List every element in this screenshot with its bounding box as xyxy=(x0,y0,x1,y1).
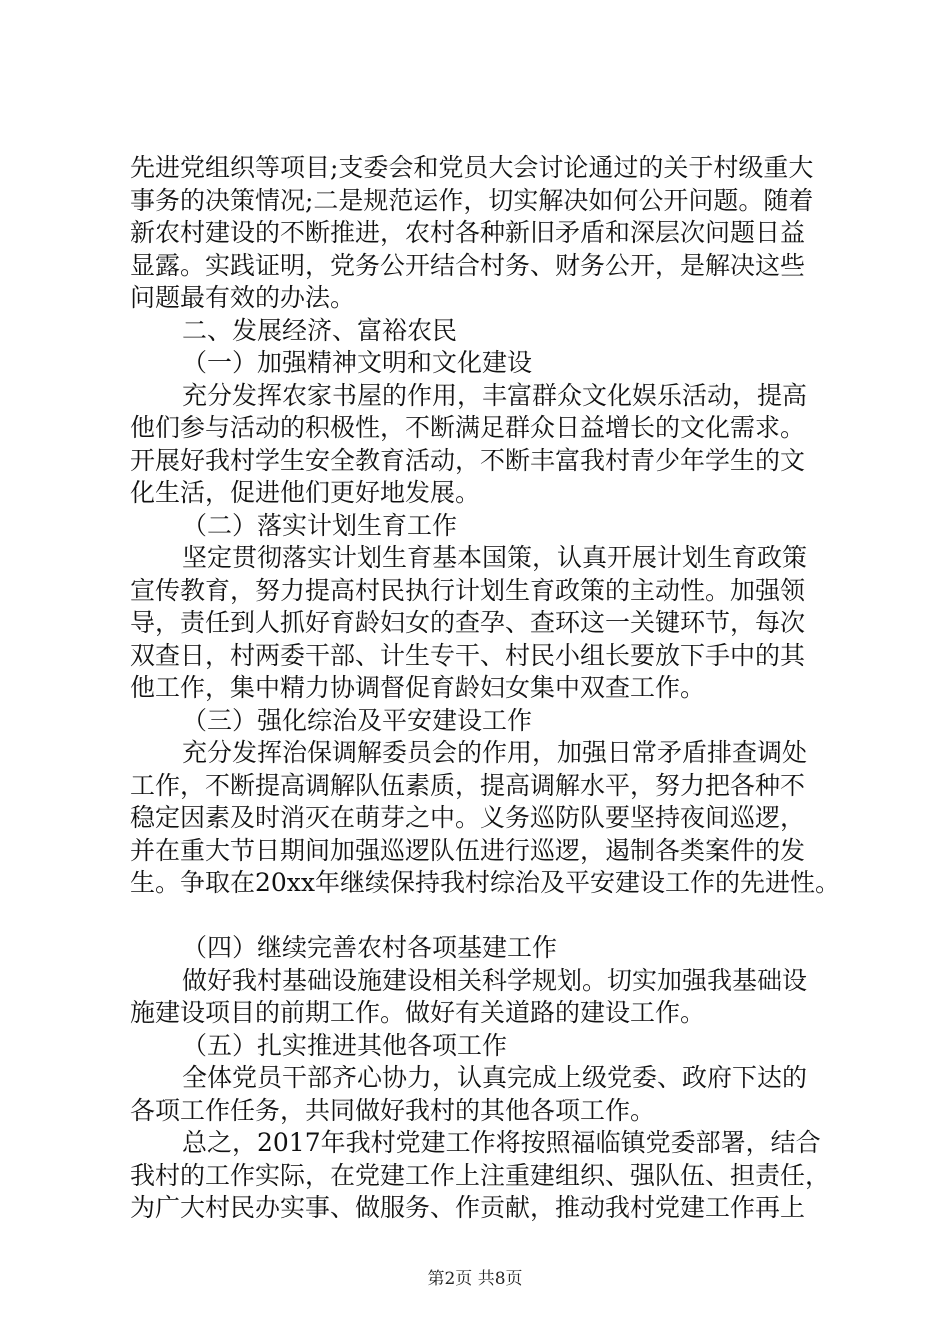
paragraph-line: 双查日，村两委干部、计生专干、村民小组长要放下手中的其 xyxy=(130,640,806,670)
paragraph-line: 宣传教育，努力提高村民执行计划生育政策的主动性。加强领 xyxy=(130,575,806,605)
paragraph-line: 并在重大节日期间加强巡逻队伍进行巡逻，遏制各类案件的发 xyxy=(130,835,806,865)
subsection-heading: （五）扎实推进其他各项工作 xyxy=(182,1030,508,1060)
paragraph-line: 为广大村民办实事、做服务、作贡献，推动我村党建工作再上 xyxy=(130,1193,806,1222)
paragraph-line: 显露。实践证明，党务公开结合村务、财务公开，是解决这些 xyxy=(130,250,806,280)
body-text xyxy=(130,152,841,1225)
subsection-heading: （二）落实计划生育工作 xyxy=(182,510,458,540)
paragraph-line: 事务的决策情况;二是规范运作，切实解决如何公开问题。随着 xyxy=(130,185,814,215)
paragraph-line: 先进党组织等项目;支委会和党员大会讨论通过的关于村级重大 xyxy=(130,153,814,182)
paragraph-line: 化生活，促进他们更好地发展。 xyxy=(130,478,481,507)
paragraph-line: 开展好我村学生安全教育活动，不断丰富我村青少年学生的文 xyxy=(130,445,806,475)
subsection-heading: （一）加强精神文明和文化建设 xyxy=(182,348,533,377)
paragraph-line: 充分发挥农家书屋的作用，丰富群众文化娱乐活动，提高 xyxy=(182,380,808,410)
blank-line xyxy=(130,900,830,933)
paragraph-line: 他们参与活动的积极性，不断满足群众日益增长的文化需求。 xyxy=(130,413,806,442)
paragraph-line: 充分发挥治保调解委员会的作用，加强日常矛盾排查调处 xyxy=(182,738,808,767)
section-heading: 二、发展经济、富裕农民 xyxy=(182,315,458,345)
paragraph-line: 施建设项目的前期工作。做好有关道路的建设工作。 xyxy=(130,998,706,1027)
paragraph-line: 生。争取在20xx年继续保持我村综治及平安建设工作的先进性。 xyxy=(130,868,841,897)
paragraph-line: 工作，不断提高调解队伍素质，提高调解水平，努力把各种不 xyxy=(130,770,806,800)
subsection-heading: （四）继续完善农村各项基建工作 xyxy=(182,933,558,962)
paragraph-line: 问题最有效的办法。 xyxy=(130,283,356,312)
paragraph-line: 导，责任到人抓好育龄妇女的查孕、查环这一关键环节，每次 xyxy=(130,608,806,637)
paragraph-line: 坚定贯彻落实计划生育基本国策，认真开展计划生育政策 xyxy=(182,543,808,572)
paragraph-line: 总之，2017年我村党建工作将按照福临镇党委部署，结合 xyxy=(182,1128,821,1157)
subsection-heading: （三）强化综治及平安建设工作 xyxy=(182,705,533,735)
paragraph-line: 我村的工作实际，在党建工作上注重建组织、强队伍、担责任， xyxy=(130,1160,831,1190)
paragraph-line: 全体党员干部齐心协力，认真完成上级党委、政府下达的 xyxy=(182,1063,808,1092)
paragraph-line: 他工作，集中精力协调督促育龄妇女集中双查工作。 xyxy=(130,673,706,702)
page-number-footer: 第2页 共8页 xyxy=(427,1269,523,1289)
paragraph-line: 做好我村基础设施建设相关科学规划。切实加强我基础设 xyxy=(182,965,808,995)
paragraph-line: 稳定因素及时消灭在萌芽之中。义务巡防队要坚持夜间巡逻， xyxy=(130,803,806,832)
paragraph-line: 各项工作任务，共同做好我村的其他各项工作。 xyxy=(130,1095,656,1125)
paragraph-line: 新农村建设的不断推进，农村各种新旧矛盾和深层次问题日益 xyxy=(130,218,806,247)
